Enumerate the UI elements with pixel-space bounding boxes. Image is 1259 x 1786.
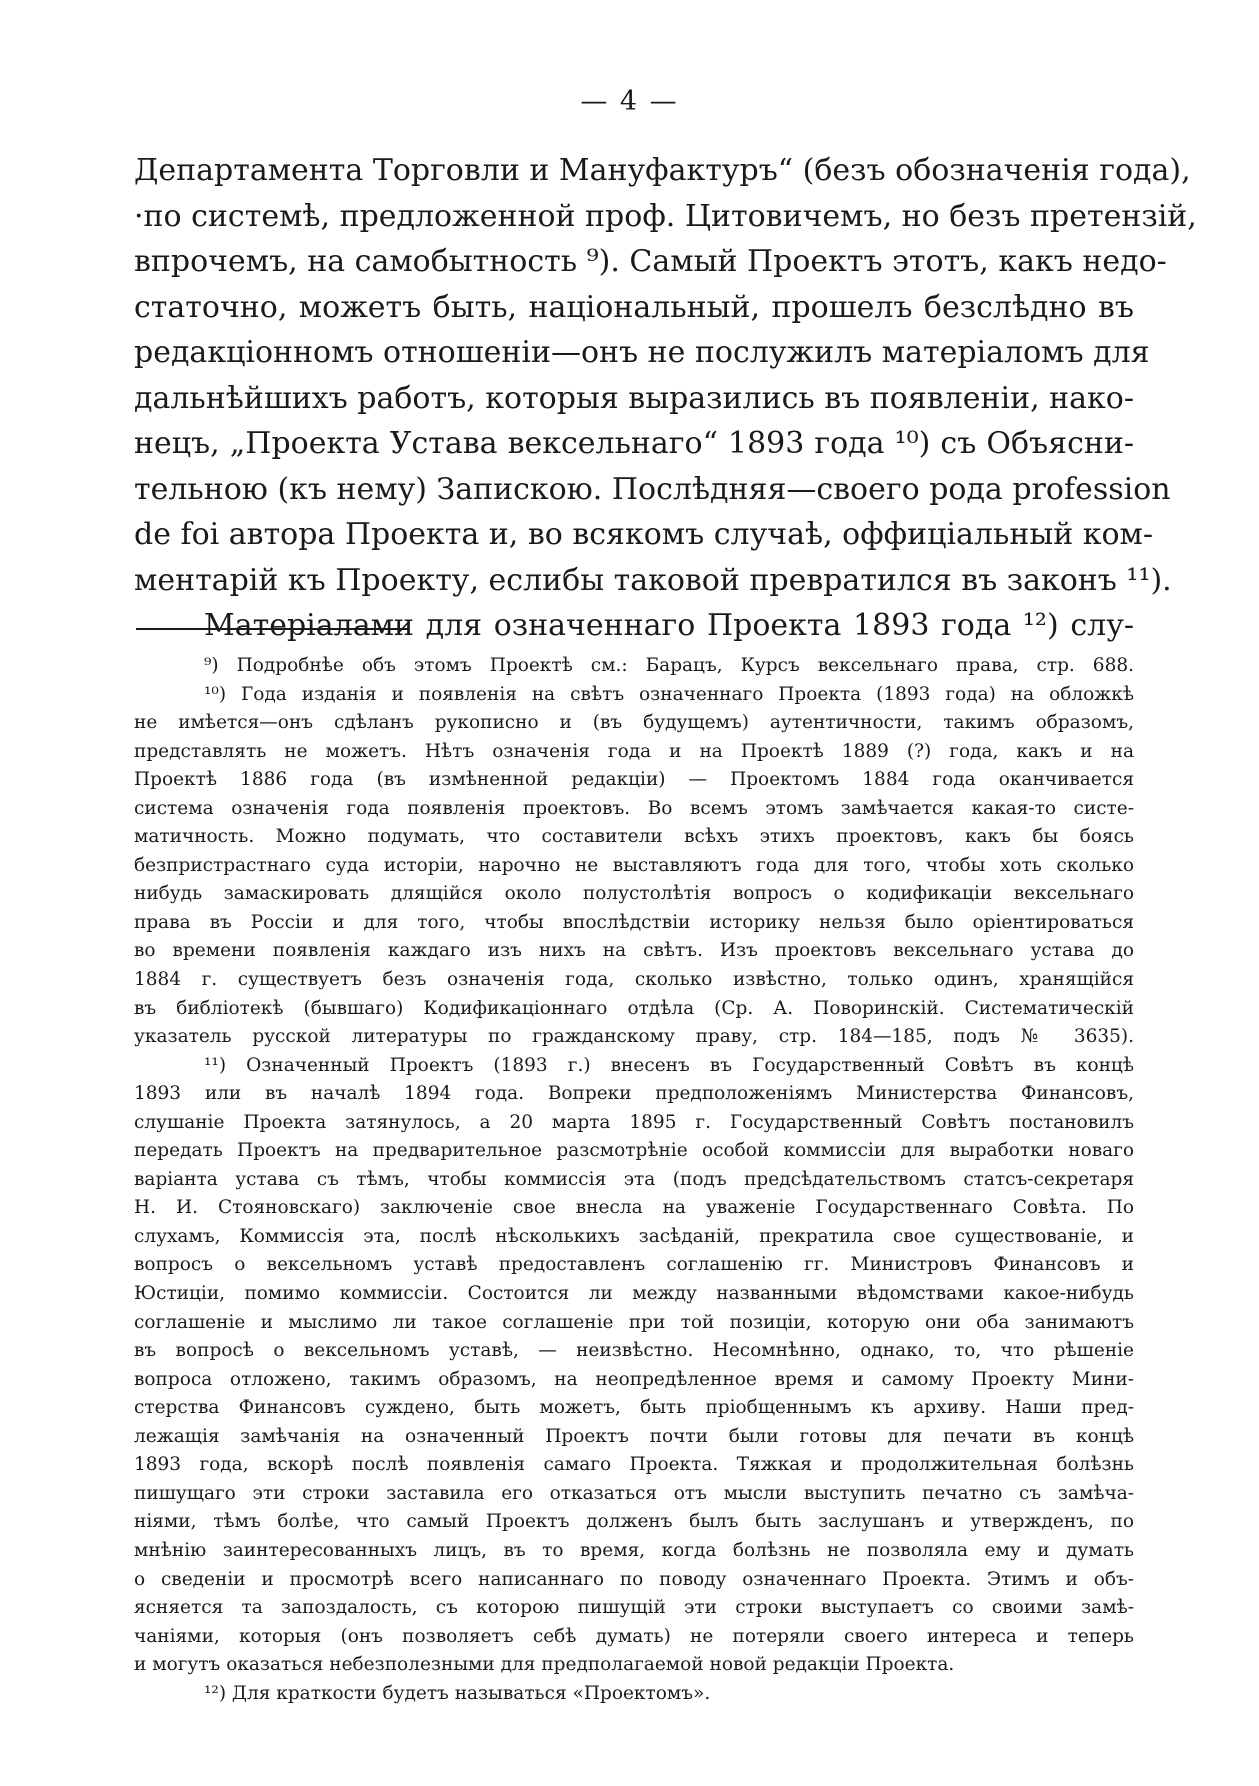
- footnote-line: 1893 года, вскорѣ послѣ появленія самаго Проекта. Тяжкая и продолжительная болѣзнь: [134, 1454, 1134, 1476]
- footnote-line: лежащія замѣчанія на означенный Проектъ почти были готовы для печати въ концѣ: [134, 1425, 1134, 1447]
- footnote-line: и могутъ оказаться небезполезными для предполагаемой новой редакціи Проекта.: [134, 1654, 955, 1676]
- footnote-line: безпристрастнаго суда исторіи, нарочно не выставляютъ года для того, чтобы хоть сколько: [134, 854, 1134, 876]
- footnote-line: соглашеніе и мыслимо ли такое соглашеніе при той позиціи, которую они оба занимаютъ: [134, 1311, 1134, 1333]
- body-line: нецъ, „Проекта Устава вексельнаго“ 1893 года ¹⁰) съ Объясни-: [134, 426, 1134, 461]
- footnote-line: не имѣется—онъ сдѣланъ рукописно и (въ будущемъ) аутентичности, такимъ образомъ,: [134, 712, 1134, 734]
- footnote-line: ясняется та запоздалость, съ которою пишущій эти строки выступаетъ со своими замѣ-: [134, 1597, 1134, 1619]
- body-line: тельною (къ нему) Запискою. Послѣдняя—своего рода profession: [134, 471, 1171, 507]
- footnote-line: Юстиціи, помимо коммиссіи. Состоится ли между названными вѣдомствами какое-нибудь: [134, 1283, 1134, 1305]
- footnote-line: нибудь замаскировать длящійся около полустолѣтія вопросъ о кодификаціи вексельнаго: [134, 883, 1134, 905]
- body-line: статочно, можетъ быть, національный, прошелъ безслѣдно въ: [134, 289, 1134, 325]
- body-line: впрочемъ, на самобытность ⁹). Самый Проектъ этотъ, какъ недо-: [134, 244, 1167, 279]
- footnote-line: ніями, тѣмъ болѣе, что самый Проектъ долженъ былъ быть заслушанъ и утвержденъ, по: [134, 1511, 1134, 1533]
- body-line: de foi автора Проекта и, во всякомъ случаѣ, оффиціальный ком-: [134, 517, 1154, 552]
- footnote-line: во времени появленія каждаго изъ нихъ на свѣтъ. Изъ проектовъ вексельнаго устава до: [134, 940, 1134, 962]
- footnote-line: ⁹) Подробнѣе объ этомъ Проектѣ см.: Барацъ, Курсъ вексельнаго права, стр. 688.: [204, 655, 1134, 676]
- footnote-line: вопросъ о вексельномъ уставѣ предоставленъ соглашенію гг. Министровъ Финансовъ и: [134, 1254, 1134, 1276]
- footnote-line: указатель русской литературы по гражданскому праву, стр. 184—185, подъ № 3635).: [134, 1026, 1134, 1048]
- footnote-line: чаніями, которыя (онъ позволяетъ себѣ думать) не потеряли своего интереса и теперь: [134, 1625, 1134, 1647]
- footnote-separator: [136, 628, 408, 630]
- footnote-line: ¹⁰) Года изданія и появленія на свѣтъ означеннаго Проекта (1893 года) на обложкѣ: [204, 683, 1134, 705]
- body-line: ментарій къ Проекту, еслибы таковой превратился въ законъ ¹¹).: [134, 562, 1172, 598]
- body-line: Департамента Торговли и Мануфактуръ“ (безъ обозначенія года),: [134, 153, 1191, 188]
- footnote-line: въ вопросѣ о вексельномъ уставѣ, — неизвѣстно. Несомнѣнно, однако, то, что рѣшеніе: [134, 1340, 1134, 1362]
- footnote-line: 1884 г. существуетъ безъ означенія года, сколько извѣстно, только одинъ, хранящійся: [134, 969, 1134, 991]
- footnote-line: слухамъ, Коммиссія эта, послѣ нѣсколькихъ засѣданій, прекратила свое существованіе, и: [134, 1225, 1134, 1247]
- footnotes: [134, 652, 1134, 1708]
- footnote-line: мнѣнію заинтересованныхъ лицъ, въ то время, когда болѣзнь не позволяла ему и думать: [134, 1539, 1134, 1561]
- footnote-line: пишущаго эти строки заставила его отказаться отъ мысли выступить печатно съ замѣча-: [134, 1482, 1134, 1504]
- footnote-line: ¹²) Для краткости будетъ называться «Проектомъ».: [204, 1682, 711, 1704]
- body-line: дальнѣйшихъ работъ, которыя выразились въ появленіи, нако-: [134, 380, 1134, 416]
- footnote-line: права въ Россіи и для того, чтобы впослѣдствіи историку нельзя было оріентироваться: [134, 911, 1134, 933]
- footnote-line: Проектѣ 1886 года (въ измѣненной редакціи) — Проектомъ 1884 года оканчивается: [134, 769, 1134, 791]
- footnote-line: система означенія года появленія проектовъ. Во всемъ этомъ замѣчается какая-то систе-: [134, 797, 1134, 819]
- footnote-line: представлять не можетъ. Нѣтъ означенія года и на Проектѣ 1889 (?) года, какъ и на: [134, 740, 1134, 762]
- footnote-line: передать Проектъ на предварительное разсмотрѣніе особой коммиссіи для выработки новаго: [134, 1140, 1134, 1162]
- footnote-line: стерства Финансовъ суждено, быть можетъ, быть пріобщеннымъ къ архиву. Наши пред-: [134, 1397, 1134, 1419]
- body-line: редакціонномъ отношеніи—онъ не послужилъ матеріаломъ для: [134, 335, 1150, 370]
- footnote-line: слушаніе Проекта затянулось, а 20 марта 1895 г. Государственный Совѣтъ постановилъ: [134, 1111, 1134, 1133]
- footnote-line: матичность. Можно подумать, что составители всѣхъ этихъ проектовъ, какъ бы боясь: [134, 826, 1134, 848]
- body-line: Матеріалами для означеннаго Проекта 1893 года ¹²) слу-: [204, 608, 1134, 643]
- body-line: ·по системѣ, предложенной проф. Цитовичемъ, но безъ претензій,: [134, 198, 1197, 234]
- footnote-line: 1893 или въ началѣ 1894 года. Вопреки предположеніямъ Министерства Финансовъ,: [134, 1083, 1134, 1105]
- footnote-line: Н. И. Стояновскаго) заключеніе свое внесла на уваженіе Государственнаго Совѣта. По: [134, 1197, 1134, 1219]
- footnote-line: въ библіотекѣ (бывшаго) Кодификаціоннаго отдѣла (Ср. А. Поворинскій. Систематическій: [134, 997, 1134, 1019]
- footnote-line: варіанта устава съ тѣмъ, чтобы коммиссія эта (подъ предсѣдательствомъ статсъ-секретаря: [134, 1168, 1134, 1190]
- main-text: [134, 148, 1197, 649]
- footnote-line: ¹¹) Означенный Проектъ (1893 г.) внесенъ въ Государственный Совѣтъ въ концѣ: [204, 1054, 1134, 1076]
- footnote-line: вопроса отложено, такимъ образомъ, на неопредѣленное время и самому Проекту Мини-: [134, 1368, 1134, 1390]
- page-number: — 4 —: [580, 86, 679, 117]
- footnote-line: о сведеніи и просмотрѣ всего написаннаго по поводу означеннаго Проекта. Этимъ и объ-: [134, 1568, 1134, 1590]
